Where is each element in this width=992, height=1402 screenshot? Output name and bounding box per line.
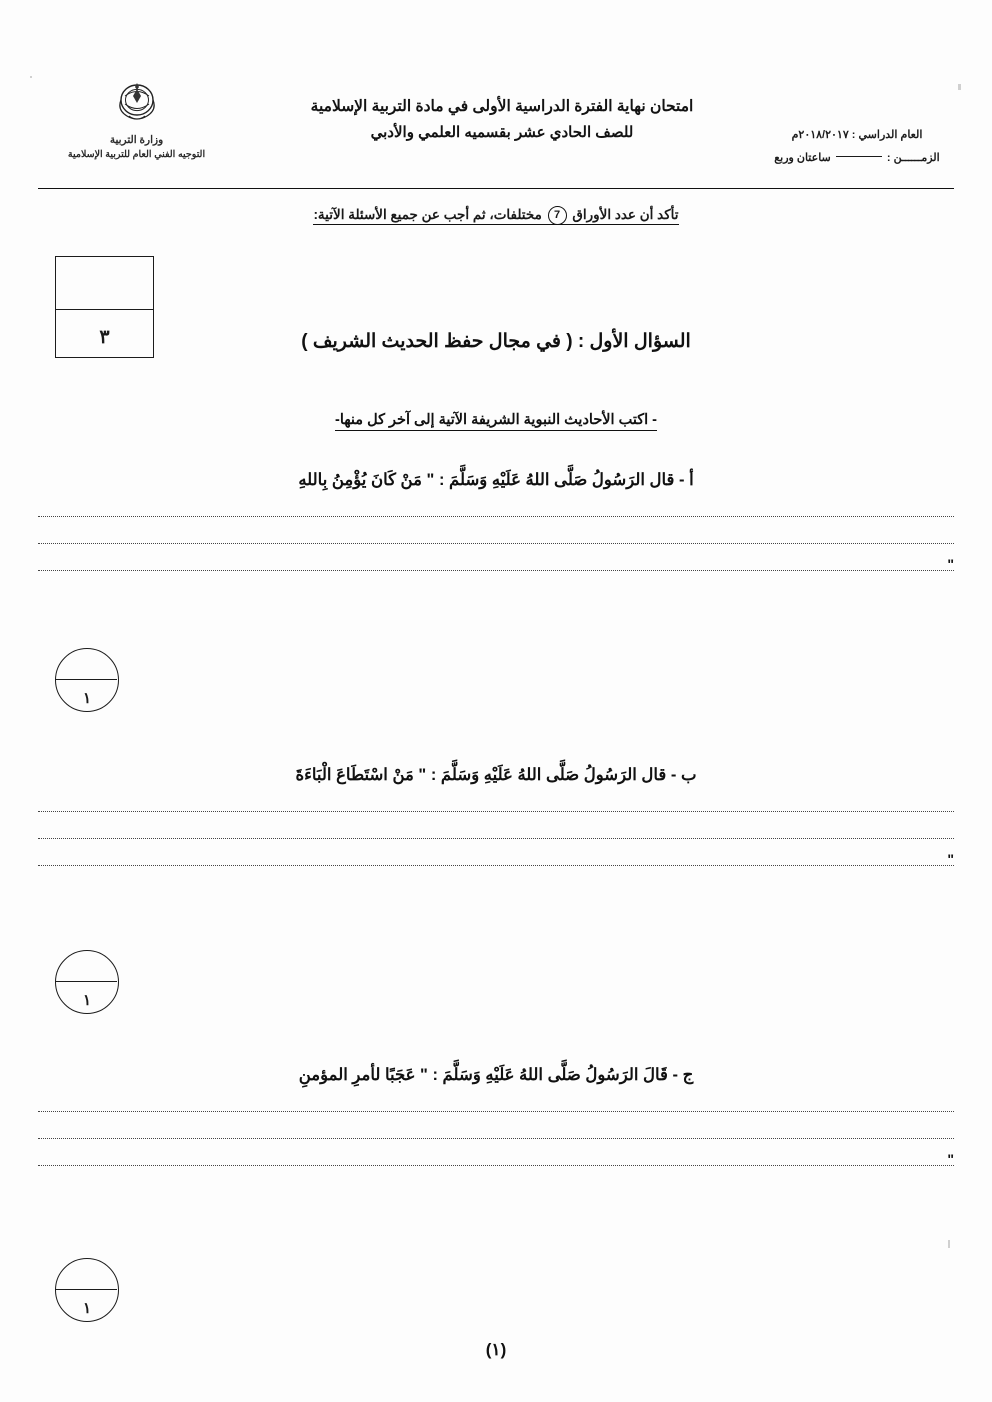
page-header: [0, 78, 992, 188]
scan-artifact: [30, 76, 32, 78]
academic-year-label: العام الدراسي :: [851, 129, 923, 141]
ministry-name: وزارة التربية: [109, 134, 164, 146]
time-underline: [836, 155, 882, 157]
academic-year-row: [762, 124, 952, 147]
mark-value-b: ١: [82, 992, 92, 1009]
scan-artifact: [958, 84, 961, 90]
mark-circle-b: [55, 950, 119, 1014]
mark-slash: [55, 981, 117, 982]
mark-circle-c: [55, 1258, 119, 1322]
papers-count-badge: 7: [548, 206, 567, 225]
exam-title: امتحان نهاية الفترة الدراسية الأولى في مادة التربية الإسلامية: [310, 98, 694, 115]
closing-quote-a: ": [947, 556, 954, 572]
mark-slash: [55, 679, 117, 680]
department-name: التوجيه الفني العام للتربية الإسلامية: [67, 149, 206, 161]
exam-time-row: [762, 147, 952, 170]
kuwait-state-emblem-icon: [115, 78, 159, 130]
instruction-line: [0, 206, 992, 225]
mark-circle-a: [55, 648, 119, 712]
answer-line[interactable]: [38, 1165, 954, 1166]
header-divider: [38, 188, 954, 189]
answer-line[interactable]: [38, 865, 954, 866]
hadith-item-b-text: ب - قال الرَسُولُ صَلَّى اللهُ عَلَيْهِ وَسَلَّمَ : " مَنْ اسْتَطَاعَ الْبَاءَةَ: [295, 766, 697, 784]
page-number: (١): [485, 1340, 507, 1359]
hadith-item-c: [38, 1065, 954, 1166]
mark-value-c: ١: [82, 1300, 92, 1317]
academic-year-value: ٢٠١٨/٢٠١٧م: [791, 129, 849, 141]
hadith-item-c-text: ج - قَالَ الرَسُولُ صَلَّى اللهُ عَلَيْهِ وَسَلَّمَ : " عَجَبًا لأمرِ المؤمنِ: [298, 1066, 694, 1084]
score-box-divider: [56, 309, 153, 310]
hadith-item-a: [38, 470, 954, 571]
closing-quote-c: ": [947, 1151, 954, 1167]
title-block: [242, 94, 762, 146]
instruction-prefix: تأكد أن عدد الأوراق: [572, 207, 679, 223]
answer-line[interactable]: [38, 1111, 954, 1112]
answer-line[interactable]: [38, 570, 954, 571]
hadith-item-b: [38, 765, 954, 866]
exam-meta: [762, 124, 952, 170]
closing-quote-b: ": [947, 851, 954, 867]
question-one-subheading: [38, 412, 954, 428]
mark-value-a: ١: [82, 690, 92, 707]
mark-slash: [55, 1289, 117, 1290]
total-score-value: ٣: [99, 327, 110, 348]
question-one-subheading-text: - اكتب الأحاديث النبوية الشريفة الآتية إلى آخر كل منها-: [335, 412, 657, 431]
exam-subtitle: للصف الحادي عشر بقسميه العلمي والأدبي: [370, 124, 634, 142]
ministry-block: [29, 78, 244, 162]
answer-line[interactable]: [38, 516, 954, 517]
instruction-suffix: مختلفات، ثم أجب عن جميع الأسئلة الآتية:: [313, 207, 542, 223]
exam-time-label: الزمــــــن :: [886, 152, 940, 165]
total-score-box: [55, 256, 154, 358]
scan-artifact: [948, 1240, 950, 1248]
question-one-heading: السؤال الأول : ( في مجال حفظ الحديث الشريف ): [301, 331, 691, 352]
hadith-item-a-text: أ - قال الرَسُولُ صَلَّى اللهُ عَلَيْهِ وَسَلَّمَ : " مَنْ كَانَ يُؤْمِنُ بِاللهِ: [298, 471, 694, 489]
exam-time-value: ساعتان وربع: [774, 152, 831, 165]
answer-line[interactable]: [38, 811, 954, 812]
